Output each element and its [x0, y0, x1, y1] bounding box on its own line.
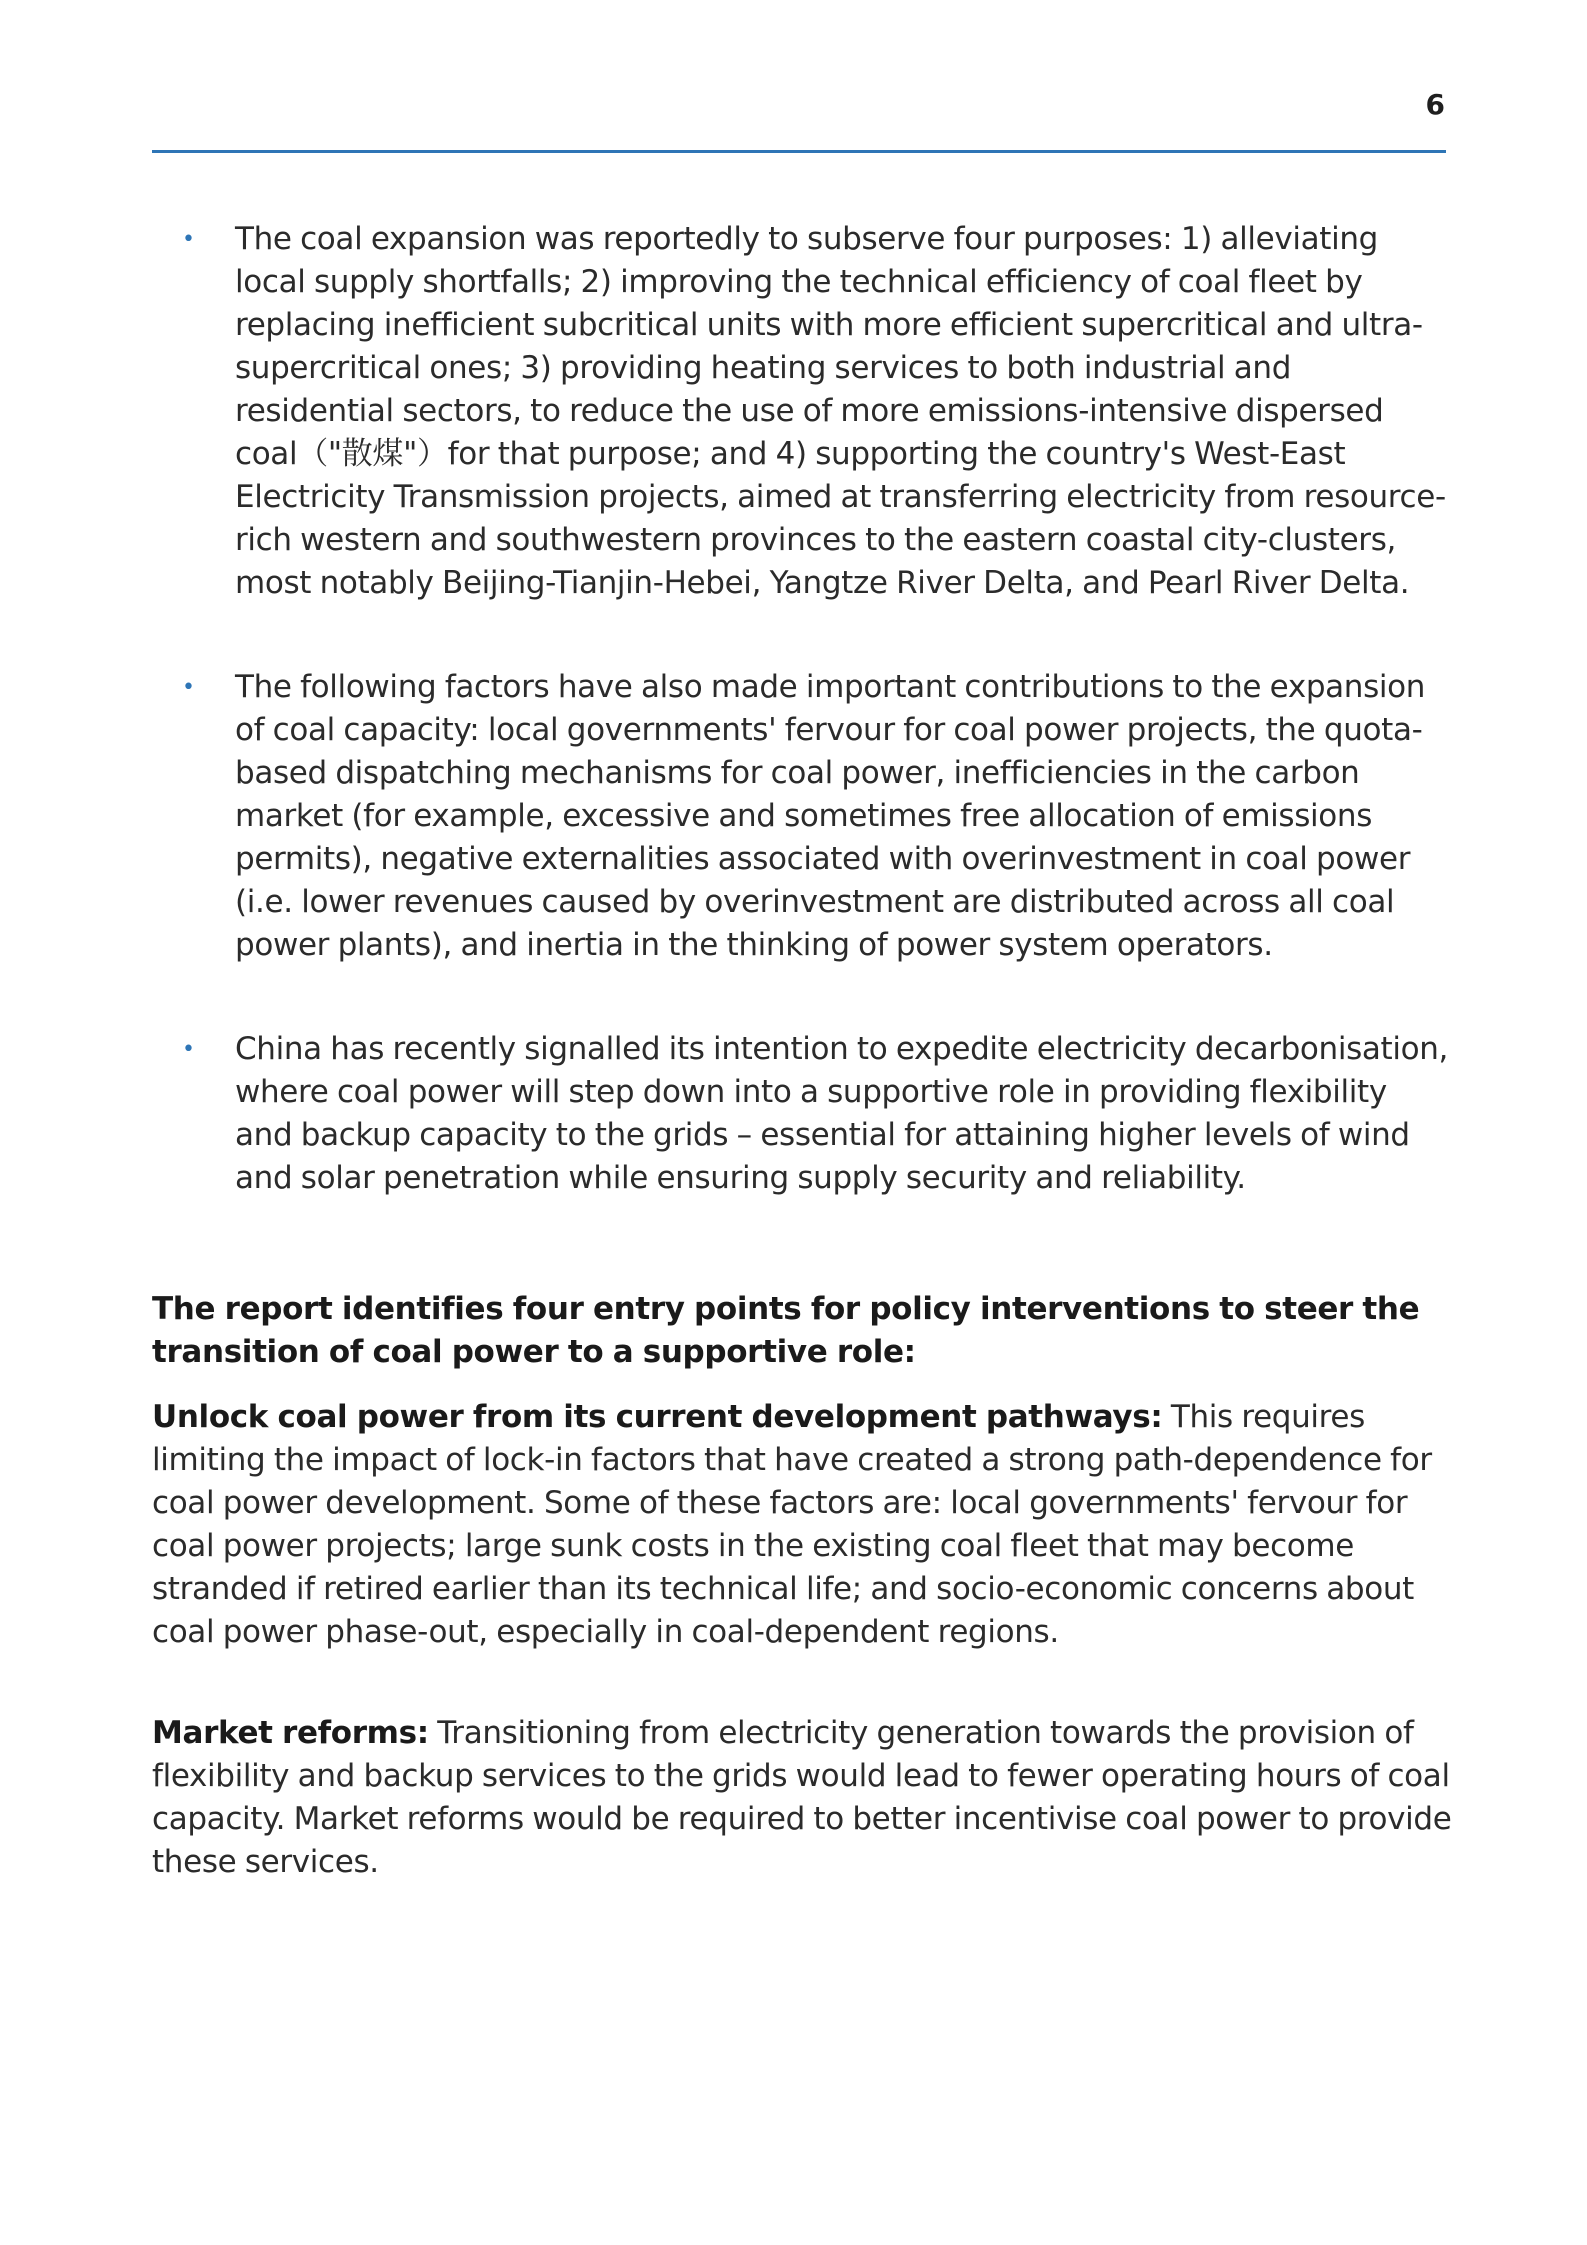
entry-text: This requires limiting the impact of lock-in factors that have created a strong path-dependence for coal power development. Some of these factors are: local governments' fervour for coal power projects; large sunk costs in the existing coal fleet that may become stranded if retired earlier than its technical life; and socio-economic concerns about coal power phase-out, especially in coal-dependent regions.	[152, 1399, 1432, 1650]
bullet-list	[152, 218, 1452, 1200]
page-body	[152, 218, 1452, 1942]
bullet-text: China has recently signalled its intention to expedite electricity decarbonisation, where coal power will step down into a supportive role in providing flexibility and backup capacity to the grids – essential for attaining higher levels of wind and solar penetration while ensuring supply security and reliability.	[235, 1031, 1449, 1196]
bullet-item-coal-expansion-purposes	[152, 218, 1452, 605]
entry-unlock-coal-power	[152, 1396, 1452, 1654]
entry-title: Market reforms:	[152, 1715, 429, 1751]
bullet-dot-icon: •	[182, 227, 195, 252]
entry-title: Unlock coal power from its current development pathways:	[152, 1399, 1163, 1435]
bullet-dot-icon: •	[182, 1037, 195, 1062]
bullet-text: The coal expansion was reportedly to subserve four purposes: 1) alleviating local supply shortfalls; 2) improving the technical efficiency of coal fleet by replacing inefficient subcritical units with more efficient supercritical and ultra-supercritical ones; 3) providing heating services to both industrial and residential sectors, to reduce the use of more emissions-intensive dispersed coal（"散煤"）for that purpose; and 4) supporting the country's West-East Electricity Transmission projects, aimed at transferring electricity from resource-rich western and southwestern provinces to the eastern coastal city-clusters, most notably Beijing-Tianjin-Hebei, Yangtze River Delta, and Pearl River Delta.	[235, 221, 1446, 601]
bullet-text: The following factors have also made important contributions to the expansion of coal capacity: local governments' fervour for coal power projects, the quota-based dispatching mechanisms for coal power, inefficiencies in the carbon market (for example, excessive and sometimes free allocation of emissions permits), negative externalities associated with overinvestment in coal power (i.e. lower revenues caused by overinvestment are distributed across all coal power plants), and inertia in the thinking of power system operators.	[235, 669, 1426, 963]
bullet-item-decarbonisation-intention	[152, 1028, 1452, 1200]
page-number: 6	[1425, 88, 1445, 121]
bullet-item-contributing-factors	[152, 666, 1452, 967]
header-divider	[152, 150, 1446, 153]
entry-points-heading: The report identifies four entry points for policy interventions to steer the transition of coal power to a supportive role:	[152, 1291, 1420, 1370]
entry-market-reforms	[152, 1712, 1452, 1884]
entry-text: Transitioning from electricity generation towards the provision of flexibility and backup services to the grids would lead to fewer operating hours of coal capacity. Market reforms would be required to better incentivise coal power to provide these services.	[152, 1715, 1452, 1880]
bullet-dot-icon: •	[182, 675, 195, 700]
